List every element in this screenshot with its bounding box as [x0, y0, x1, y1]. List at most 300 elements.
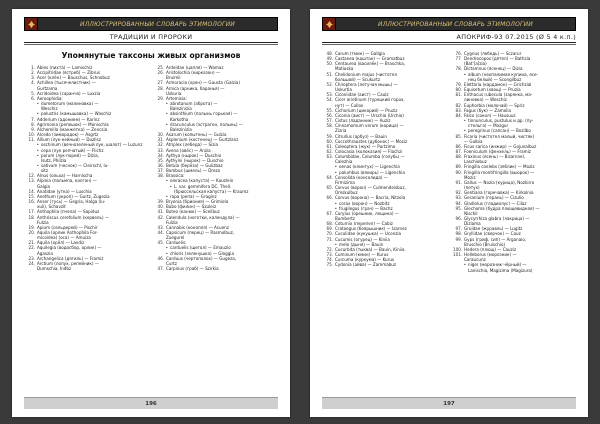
taxon-number: •	[165, 193, 168, 199]
taxon-number: 3.	[31, 75, 35, 81]
taxon-number: 49.	[326, 56, 333, 62]
taxon-number: •	[334, 169, 337, 175]
taxon-name: Alnus (ольха) — Harnischa	[37, 173, 93, 179]
section-title: АПОКРИФ-93 07.2015 (Ø 5 4 к.п.)	[456, 33, 576, 41]
taxon-text	[41, 153, 147, 163]
taxon-number: 48.	[326, 51, 333, 56]
taxon-number: 60.	[326, 138, 333, 144]
taxon-name: Cydonia (айва) — Zammabuz	[335, 262, 397, 268]
taxon-name: Cannabis (конопля) — Acuenz	[166, 224, 229, 230]
taxon-number: •	[36, 162, 39, 168]
taxon-name: Corvus (ворона) — Bacria, Nitzola	[335, 195, 406, 201]
taxon-name: Gladiolus (гладиолус) — Cilaz	[464, 200, 527, 206]
taxon-continuation: Karkotha	[170, 116, 189, 122]
taxon-continuation: Matiuska	[335, 66, 354, 72]
taxon-name: Atriplex (лебеда) — Sizia	[166, 142, 218, 148]
taxon-entry	[26, 215, 147, 225]
taxon-name: Artemisia:	[166, 95, 187, 101]
taxon-number: 75.	[326, 262, 333, 268]
taxon-name: Avena (овёс) — Anzia	[166, 147, 211, 153]
taxon-number: 46.	[157, 255, 164, 261]
taxon-number: 86.	[455, 143, 462, 149]
taxon-number: 72.	[326, 246, 333, 252]
taxon-continuation: Balezinizia	[170, 106, 192, 112]
taxon-continuation: большой) — Scukurtz	[335, 76, 380, 82]
taxon-name: Anser (гусь) — Gegria, Halga (lu-	[37, 199, 106, 205]
taxon-name: Aeroophidia:	[37, 95, 63, 101]
taxon-name: album (неопалимая купина, ясе-	[468, 71, 538, 77]
taxon-continuation: стельга) — Mozgur	[468, 123, 509, 129]
taxon-number: 34.	[157, 152, 164, 158]
taxon-name: Hedera (плющ) — Cauziz	[464, 246, 517, 252]
taxon-name: Elettaria (кардамон) — Grichzial	[464, 81, 532, 87]
taxon-number: 52.	[326, 81, 333, 87]
taxon-name: Aquila (орёл) — Lavdiz	[37, 240, 85, 246]
taxon-text	[166, 230, 276, 240]
header-rule-thin	[322, 44, 576, 45]
banner-title: ИЛЛЮСТРИРОВАННЫЙ СЛОВАРЬ ЭТИМОЛОГИИ	[378, 20, 533, 28]
taxon-entry	[26, 261, 147, 271]
taxon-number: •	[463, 118, 466, 124]
taxon-number: 35.	[157, 157, 164, 163]
taxon-number: 62.	[326, 148, 333, 154]
taxon-text	[464, 180, 574, 190]
taxon-number: 2.	[31, 70, 35, 76]
taxon-number: 92.	[455, 190, 462, 196]
taxon-entry	[453, 118, 574, 128]
taxon-entry	[324, 154, 445, 164]
taxon-number: 91.	[455, 179, 462, 185]
taxon-entry	[155, 215, 276, 225]
taxon-name: Acridoidea (саранча) — Luxzia	[37, 90, 101, 96]
taxon-number: 39.	[157, 199, 164, 205]
taxon-number: 11.	[28, 137, 35, 143]
taxon-text	[335, 72, 445, 82]
taxon-continuation: Weschiz	[41, 106, 58, 112]
taxon-number: •	[165, 178, 168, 184]
taxon-number: •	[36, 111, 39, 117]
taxon-number: •	[165, 111, 168, 117]
taxon-name: Ciconiidae (аист) — Caulz	[335, 92, 389, 98]
taxon-continuation: линовка) — Weschiz	[464, 97, 507, 103]
taxon-name: carduelis (щегол) — Emauzio	[170, 245, 231, 251]
taxon-text	[41, 101, 147, 111]
taxon-name: Armoracia (хрен) — Gausta (Galzia)	[166, 80, 241, 86]
taxon-name: Anatidae (утка) — Luschia	[37, 188, 92, 194]
taxon-text	[170, 101, 276, 111]
taxon-number: 66.	[326, 195, 333, 201]
taxon-name: Allium (лук-нейный) — Duzllsz	[37, 137, 101, 143]
taxon-name: Falco (сокол) — Hausuuz	[464, 112, 516, 118]
taxon-number: 57.	[326, 118, 333, 124]
taxon-name: Calendula (ноготки, календула) —	[166, 214, 240, 220]
taxon-name: Archangelica (дягиль) — Framiz	[37, 255, 104, 261]
taxon-text	[468, 262, 574, 272]
taxon-text	[166, 215, 276, 225]
taxon-number: 50.	[326, 61, 333, 67]
taxon-number: 38.	[157, 173, 164, 179]
taxon-number: 51.	[326, 71, 333, 77]
taxon-entry	[453, 134, 574, 144]
taxon-number: 97.	[455, 226, 462, 232]
taxon-continuation: Uskuria	[166, 90, 182, 96]
taxon-number: 74.	[326, 257, 333, 263]
taxon-name: Aquila (орлик Anthophila For-	[37, 230, 98, 235]
taxon-name: Aythya (нырок) — Duschio	[166, 152, 222, 158]
taxon-number: •	[165, 250, 168, 256]
taxon-number: 84.	[455, 112, 462, 118]
taxon-number: 14.	[28, 188, 35, 194]
taxon-number: 63.	[326, 154, 333, 160]
taxon-entry	[26, 163, 147, 173]
taxon-name: Cistus (ладанник) — Auziz	[335, 118, 391, 124]
taxa-column-1	[26, 65, 147, 391]
taxon-number: 85.	[455, 133, 462, 139]
taxon-number: 65.	[326, 185, 333, 191]
taxon-name: Gallus — Nozia (курица), Nozkirro	[464, 179, 535, 185]
taxon-name: Anethum (укроп) — Gurtz, Zugezia	[37, 193, 110, 199]
right-page	[310, 9, 588, 417]
taxon-continuation: Bruschio (Bruischio)	[464, 241, 506, 247]
taxon-name: Chelidonium majus (чистотел	[335, 71, 397, 77]
taxon-name: Cichorium (цикорий) — Pruziz	[335, 107, 398, 113]
taxon-number: •	[36, 147, 39, 153]
header-rule	[24, 42, 278, 43]
taxon-entry	[26, 199, 147, 209]
taxon-text	[464, 216, 574, 226]
taxon-number: 53.	[326, 92, 333, 98]
taxon-number: 1.	[31, 65, 35, 70]
taxon-name: Citrullus (арбуз) — Bauin	[335, 133, 387, 139]
taxon-name: Cicer arietinum (турецкий горох,	[335, 97, 405, 103]
header-rule	[322, 42, 576, 43]
taxon-entry	[324, 211, 445, 221]
taxon-name: L. var. gemmifera DC. Thell.	[174, 183, 232, 189]
taxon-number: 21.	[28, 240, 35, 246]
taxon-continuation: Firmizima	[335, 179, 355, 185]
taxon-number: 30.	[157, 132, 164, 138]
taxon-text	[170, 111, 276, 121]
taxon-name: Curcuma (куркума) — Kurus	[335, 257, 395, 263]
taxon-number: 20.	[28, 230, 35, 235]
taxon-name: Aquilegia (водосбор, орлик) —	[37, 245, 102, 251]
taxon-number: 56.	[326, 112, 333, 118]
taxon-text	[464, 252, 574, 262]
taxon-continuation: нут) — Cullox	[335, 102, 364, 108]
taxon-entry	[26, 101, 147, 111]
taxon-continuation: Agaszia	[37, 250, 53, 256]
taxon-number: 44.	[157, 230, 164, 235]
taxon-continuation: Laschiobuz	[464, 159, 487, 165]
taxon-continuation: — Gulbia	[464, 138, 483, 144]
taxon-entry	[155, 111, 276, 121]
taxon-name: Consolida (консолида) —	[335, 174, 388, 180]
taxon-number: 5.	[31, 90, 35, 96]
taxon-continuation: Uskurtia	[335, 87, 352, 93]
taxon-text	[37, 80, 147, 90]
taxon-name: Alcedo (зимородок) — Asgrtz	[37, 132, 99, 138]
taxon-number: •	[463, 71, 466, 77]
taxon-entry	[324, 72, 445, 82]
taxon-continuation: Zizria	[335, 128, 347, 134]
taxon-text	[37, 178, 147, 188]
taxon-name: Dictamnus (ясенец) — Dizia	[464, 66, 523, 72]
page-banner	[24, 17, 278, 31]
taxon-text	[468, 118, 574, 128]
taxon-number: 79.	[455, 81, 462, 87]
taxon-number: 6.	[31, 95, 35, 101]
taxon-text	[464, 206, 574, 216]
taxon-continuation: Gurtzama	[37, 85, 58, 91]
taxon-number: 22.	[28, 245, 35, 251]
taxon-entry	[453, 154, 574, 164]
taxon-number: •	[463, 262, 466, 268]
taxon-number: 37.	[157, 168, 164, 174]
taxon-name: Centaurea (василёк) — Braschka,	[335, 61, 406, 67]
taxon-text	[166, 266, 276, 271]
taxon-continuation: Isutz, Philzia	[41, 157, 67, 163]
taxon-entry	[26, 245, 147, 255]
taxon-name: Fagus (бук) — Zamolia	[464, 107, 512, 113]
taxon-entry	[453, 92, 574, 102]
taxon-continuation: Curtz	[166, 260, 177, 266]
taxon-number: 40.	[157, 204, 164, 210]
taxon-number: •	[165, 121, 168, 127]
taxon-name: Ficus carica (инжир) — Gojunalbuz	[464, 143, 537, 149]
taxon-name: Corylus (орешник, лещина) —	[335, 210, 399, 216]
taxon-number: 67.	[326, 210, 333, 216]
taxon-name: Cucurbita (тыква) — Bauin, Kiniia	[335, 246, 405, 252]
taxon-number: 90.	[455, 169, 462, 175]
taxon-text	[37, 261, 147, 271]
taxon-number: 71.	[326, 236, 333, 242]
taxon-name: Abies (пихта) — Lamischiz	[37, 65, 93, 70]
taxon-name: Fringilla coelebs (зяблик) — Moziz	[464, 164, 535, 170]
taxon-continuation: xuli), Schavzit	[37, 204, 66, 210]
taxon-entry	[324, 175, 445, 185]
taxa-columns	[324, 51, 574, 391]
taxon-name: Bryonia (бриония) — Grimiola	[166, 199, 229, 205]
taxon-text	[335, 175, 445, 185]
taxon-text	[37, 230, 147, 240]
taxon-entry	[453, 206, 574, 216]
taxon-text	[37, 215, 147, 225]
taxa-column-2	[453, 51, 574, 391]
taxon-name: Bombus (шмель) — Drezo	[166, 168, 221, 174]
taxon-name: frugilegus (грач) — Bachz	[339, 205, 393, 211]
taxon-number: 7.	[31, 116, 35, 122]
taxon-continuation: Galgia	[37, 183, 51, 189]
taxon-text	[464, 237, 574, 247]
taxon-number: 61.	[326, 143, 333, 149]
taxon-continuation: Omskulbuz	[335, 190, 358, 196]
taxon-number: 41.	[157, 209, 164, 215]
page-footer	[322, 397, 576, 409]
taxon-name: Ficaria (чистотел малый, чистяк)	[464, 133, 535, 139]
taxon-continuation: Fulzia	[37, 219, 49, 225]
taxon-name: Columbidae, Columba (голубь) —	[335, 154, 405, 160]
taxon-name: Cuculidae (кукушка) — Uconzia	[335, 231, 402, 237]
taxon-entry	[26, 153, 147, 163]
taxon-number: 33.	[157, 147, 164, 153]
taxon-name: Carduus (чертополох) — Gugeza,	[166, 255, 237, 261]
taxon-continuation: нец белый) — Scongilbuz	[468, 76, 522, 82]
taxon-number: 83.	[455, 107, 462, 113]
taxon-entry	[453, 216, 574, 226]
taxon-name: Achillea (тысячелистник) —	[37, 80, 96, 86]
header-rule-thin	[24, 44, 278, 45]
taxon-number: 18.	[28, 214, 35, 220]
taxon-name: Bubo (филин) — Szuleiz	[166, 204, 217, 210]
taxon-name: oschinum (вечнозеленый лук, шалот) — Luzunz	[41, 142, 143, 148]
taxon-number: 9.	[31, 126, 35, 132]
taxon-number: 28.	[157, 85, 164, 91]
taxon-continuation: Caraucunz	[464, 257, 486, 263]
taxon-entry	[453, 180, 574, 190]
taxon-text	[335, 82, 445, 92]
taxon-text	[464, 92, 574, 102]
taxon-number: 15.	[28, 193, 35, 199]
taxon-number: 10.	[28, 132, 35, 138]
page-banner	[322, 17, 576, 31]
taxon-entry	[324, 123, 445, 133]
taxon-entry	[26, 178, 147, 188]
taxon-name: dumetorum (малиновка) —	[41, 101, 99, 107]
taxon-number: •	[334, 164, 337, 170]
taxon-name: Equisetum (хвощ) — Pruzia	[464, 87, 521, 93]
taxon-name: Buteo (канюк) — Sceilbuz	[166, 209, 220, 215]
taxon-name: Asarum (копытень) — Gulzia	[166, 132, 227, 138]
taxon-number: 4.	[31, 80, 35, 86]
taxon-number: 64.	[326, 174, 333, 180]
taxon-name: Gryllidae (сверчок) — Cauz	[464, 231, 521, 237]
taxon-name: cepa (лук репчатый) — Flichz	[41, 147, 104, 153]
taxon-number: 43.	[157, 224, 164, 230]
taxon-name: Castanea (каштан) — Gramatbuz	[335, 56, 405, 62]
taxon-number: •	[165, 245, 168, 251]
taxon-name: Arnica (арника, баранья) —	[166, 85, 225, 91]
taxon-continuation: Fulzia	[166, 219, 178, 225]
taxon-number: 42.	[157, 214, 164, 220]
taxon-number: 54.	[326, 97, 333, 103]
taxon-name: Ciconia (аист) — Urschio (Urchio)	[335, 112, 404, 118]
taxon-continuation: Bumbertz	[335, 216, 355, 221]
taxon-continuation: (брюссельская капуста) — Kraumz	[174, 188, 249, 194]
taxon-name: Ardeidae (цапля) — Wamaz	[166, 65, 224, 70]
taxon-text	[335, 123, 445, 133]
taxon-name: Helleborus (морозник) —	[464, 252, 517, 258]
taxon-name: palumbus (вяхирь) — Ligenchia	[339, 169, 405, 175]
taxon-name: Acer (клён) — Bauschus, Schnobuz	[37, 75, 110, 81]
taxon-name: Chiroptera (летучая мышь) —	[335, 81, 398, 87]
taxon-name: Geranium (герань) — Cizulio	[464, 195, 524, 201]
taxon-text	[37, 245, 147, 255]
taxon-name: Cucumis (огурец) — Kiniia	[335, 236, 390, 242]
taxon-name: Adderium (адонием) — Karinz	[37, 116, 100, 122]
banner-title: ИЛЛЮСТРИРОВАННЫЙ СЛОВАРЬ ЭТИМОЛОГИИ	[80, 20, 235, 28]
taxon-entry	[155, 256, 276, 266]
taxon-number: 81.	[455, 92, 462, 98]
taxon-name: Cinnamomum verum (корица) —	[335, 123, 404, 129]
taxon-number: •	[36, 101, 39, 107]
taxon-name: Cuminum (кмин) — Kurus	[335, 252, 389, 258]
taxon-entry	[155, 86, 276, 96]
taxon-number: 36.	[157, 162, 164, 168]
taxon-number: 24.	[28, 260, 35, 266]
page-title: Упомянутые таксоны живых организмов	[61, 51, 241, 60]
taxon-continuation: (Bat'[a]zia)	[464, 61, 487, 67]
taxon-name: Foeniculum (фенхель) — Framiz	[464, 148, 531, 154]
taxon-text	[335, 97, 445, 107]
taxon-continuation: micoidea) (оса) — Amuiza	[37, 235, 91, 241]
taxon-name: rapa (репа) — Graginz	[170, 193, 217, 199]
taxon-entry	[26, 80, 147, 90]
taxon-number: •	[165, 101, 168, 107]
page-number: 197	[443, 400, 455, 407]
taxon-entry	[155, 266, 276, 271]
taxon-number: 93.	[455, 195, 462, 201]
taxon-number: 69.	[326, 226, 333, 232]
taxon-entry	[453, 56, 574, 66]
taxon-name: Gentiana (горечавка) — Kirkolnia	[464, 190, 534, 196]
taxon-name: Coturnix (перепел) — Cabiz	[335, 221, 393, 227]
taxon-name: Aythyini (нырок) — Duschio	[166, 157, 224, 163]
taxon-number: 13.	[28, 178, 35, 184]
taxon-number: •	[334, 200, 337, 206]
taxon-continuation: Zuegurel	[166, 235, 185, 241]
taxon-number: •	[334, 205, 337, 211]
taxon-number: 12.	[28, 173, 35, 179]
taxon-entry	[155, 70, 276, 80]
taxon-name: Coleoptera (жук) — Purtzimo	[335, 143, 396, 149]
emblem-icon	[25, 18, 38, 30]
taxon-number: 68.	[326, 221, 333, 227]
taxon-number: 45.	[157, 240, 164, 246]
taxon-number: 100.	[453, 246, 463, 252]
taxon-text	[335, 262, 445, 267]
taxon-name: Corvus (ворон) — Culmendeisbuz,	[335, 185, 406, 191]
taxon-name: porum (лук-порей) — Dizia,	[41, 152, 99, 158]
taxon-name: Fringilla montifringilla (вьюрок) —	[464, 169, 535, 175]
taxon-name: Erithacus rubecula (зарянка, ма-	[464, 92, 533, 98]
taxon-text	[464, 56, 574, 66]
taxon-number: 47.	[157, 266, 164, 272]
taxon-name: niger (морозник чёрный) —	[468, 262, 527, 268]
taxon-text	[37, 199, 147, 209]
taxon-name: Apium (сельдерей) — Pischir	[37, 224, 98, 230]
taxon-number: 31.	[157, 137, 164, 143]
taxon-name: Betula (берёза) — Gulizbaz	[166, 162, 223, 168]
taxon-number: 96.	[455, 216, 462, 221]
taxa-columns	[26, 65, 276, 391]
taxon-number: 8.	[31, 121, 35, 127]
taxon-entry	[324, 82, 445, 92]
taxon-name: Dendrocopos (дятел) — Bathzia	[464, 56, 531, 62]
taxon-name: Carpinus (граб) — Szirkia	[166, 266, 219, 272]
taxon-name: Fraxinus (ясень) — Bizarnnel,	[464, 154, 526, 160]
taxon-number: 23.	[28, 255, 35, 261]
taxon-text	[335, 61, 445, 71]
taxon-number: 59.	[326, 133, 333, 139]
taxon-text	[335, 185, 445, 195]
taxon-text	[464, 134, 574, 144]
taxon-text	[335, 211, 445, 221]
taxon-name: tinnunculus, pustulus и др. (пу-	[468, 118, 534, 124]
taxon-entry	[453, 252, 574, 262]
page-footer	[24, 397, 278, 409]
taxon-entry	[453, 237, 574, 247]
taxon-name: Euphorbia (молочай) — Spriz	[464, 102, 525, 108]
